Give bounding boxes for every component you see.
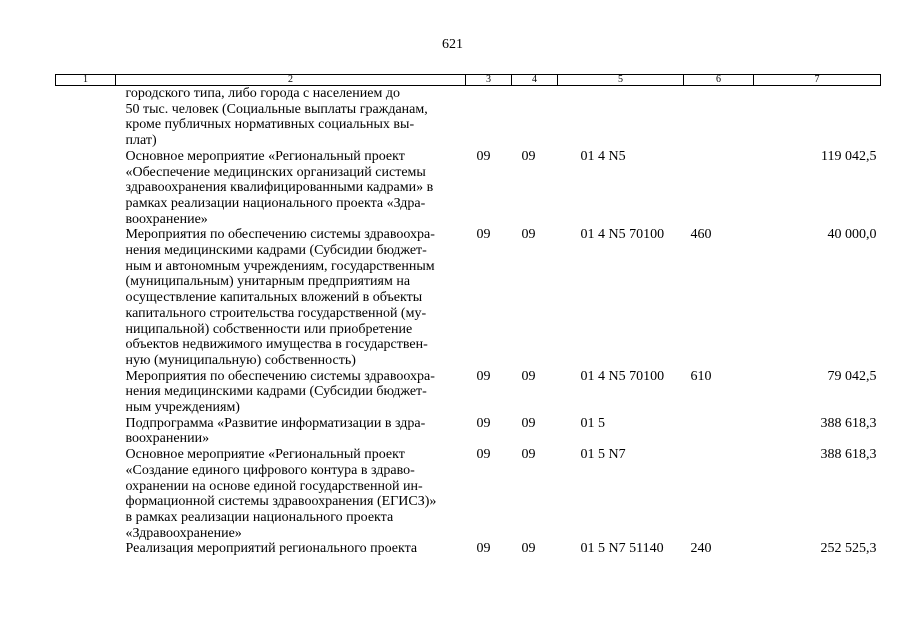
cell-section: 09 — [476, 541, 491, 557]
description-line: (муниципальным) унитарным предприятиям на — [125, 274, 411, 290]
cell-description — [116, 369, 466, 416]
description-line: городского типа, либо города с населением до — [125, 86, 400, 101]
cell-number — [56, 541, 116, 557]
column-header: 1 — [56, 75, 116, 86]
cell-expense-type: 460 — [690, 227, 712, 243]
description-line: ным учреждениям) — [125, 400, 240, 416]
cell-amount: 119 042,5 — [821, 148, 877, 164]
table-row — [56, 227, 881, 368]
description-line: ниципальной) собственности или приобретение — [125, 321, 413, 337]
cell-description — [116, 416, 466, 447]
table-row — [56, 369, 881, 416]
cell-section: 09 — [476, 415, 491, 431]
cell-expense-type — [684, 447, 754, 541]
cell-description — [116, 447, 466, 541]
cell-section: 09 — [476, 368, 491, 384]
cell-amount: 388 618,3 — [820, 415, 877, 431]
description-line: Мероприятия по обеспечению системы здравоохра- — [125, 227, 435, 243]
cell-number — [56, 149, 116, 228]
cell-expense-type — [684, 416, 754, 447]
description-line: в рамках реализации национального проекта — [125, 509, 394, 525]
column-header: 2 — [116, 75, 466, 86]
description-line: ную (муниципальную) собственность) — [125, 352, 356, 368]
description-line: кроме публичных нормативных социальных вы- — [125, 117, 415, 133]
cell-target-article: 01 4 N5 70100 — [580, 368, 665, 384]
cell-number — [56, 86, 116, 149]
cell-target-article: 01 4 N5 70100 — [580, 227, 665, 243]
column-header: 5 — [558, 75, 684, 86]
description-line: Мероприятия по обеспечению системы здравоохра- — [125, 368, 435, 384]
column-header: 7 — [754, 75, 881, 86]
cell-number — [56, 369, 116, 416]
cell-expense-type: 240 — [690, 541, 712, 557]
table-row — [56, 149, 881, 228]
cell-description — [116, 149, 466, 228]
description-line: воохранение» — [125, 211, 208, 227]
description-line: воохранении» — [125, 431, 210, 447]
table-row — [56, 541, 881, 557]
column-header: 4 — [512, 75, 558, 86]
cell-amount: 388 618,3 — [820, 447, 877, 463]
cell-amount: 40 000,0 — [827, 227, 877, 243]
description-line: Основное мероприятие «Региональный проект — [125, 148, 405, 164]
cell-amount: 252 525,3 — [820, 541, 877, 557]
page-number: 621 — [442, 37, 463, 52]
cell-subsection: 09 — [521, 447, 536, 463]
cell-number — [56, 416, 116, 447]
description-line: рамках реализации национального проекта «Здра- — [125, 195, 426, 211]
cell-target-article: 01 5 N7 — [580, 447, 626, 463]
column-header: 6 — [684, 75, 754, 86]
table-row — [56, 447, 881, 541]
description-line: Реализация мероприятий регионального проекта — [125, 541, 418, 557]
cell-subsection: 09 — [521, 148, 536, 164]
description-line: осуществление капитальных вложений в объекты — [125, 290, 423, 306]
description-line: «Создание единого цифрового контура в здраво- — [125, 462, 415, 478]
cell-expense-type — [684, 86, 754, 149]
cell-number — [56, 447, 116, 541]
description-line: здравоохранения квалифицированными кадрами» в — [125, 180, 434, 196]
description-line: Подпрограмма «Развитие информатизации в здра- — [125, 415, 426, 431]
cell-description — [116, 541, 466, 557]
cell-section: 09 — [476, 148, 491, 164]
cell-subsection: 09 — [521, 415, 536, 431]
cell-target-article: 01 5 N7 51140 — [580, 541, 664, 557]
cell-amount — [754, 86, 881, 149]
cell-description — [116, 227, 466, 368]
description-line: объектов недвижимого имущества в государствен- — [125, 337, 428, 353]
cell-section: 09 — [476, 447, 491, 463]
cell-amount: 79 042,5 — [827, 368, 877, 384]
table-row — [56, 86, 881, 149]
cell-target-article: 01 4 N5 — [580, 148, 626, 164]
cell-target-article — [558, 86, 684, 149]
description-line: Основное мероприятие «Региональный проект — [125, 447, 405, 463]
column-number-header — [56, 75, 881, 86]
description-line: «Обеспечение медицинских организаций системы — [125, 164, 426, 180]
description-line: охранении на основе единой государственной ин- — [125, 478, 423, 494]
cell-target-article: 01 5 — [580, 415, 605, 431]
description-line: нения медицинскими кадрами (Субсидии бюджет- — [125, 384, 427, 400]
cell-subsection: 09 — [521, 541, 536, 557]
column-header: 3 — [466, 75, 512, 86]
description-line: формационной системы здравоохранения (ЕГИСЗ)» — [125, 494, 437, 510]
cell-subsection: 09 — [521, 368, 536, 384]
cell-section: 09 — [476, 227, 491, 243]
cell-subsection — [512, 86, 558, 149]
description-line: нения медицинскими кадрами (Субсидии бюджет- — [125, 243, 427, 259]
cell-expense-type: 610 — [690, 368, 712, 384]
description-line: плат) — [125, 133, 157, 149]
cell-description — [116, 86, 466, 149]
description-line: «Здравоохранение» — [125, 525, 242, 541]
cell-expense-type — [684, 149, 754, 228]
description-line: ным и автономным учреждениям, государственным — [125, 258, 435, 274]
cell-section — [466, 86, 512, 149]
cell-number — [56, 227, 116, 368]
description-line: капитального строительства государственной (му- — [125, 305, 427, 321]
table-row — [56, 416, 881, 447]
description-line: 50 тыс. человек (Социальные выплаты гражданам, — [125, 101, 428, 117]
table-body — [56, 86, 881, 558]
budget-table — [55, 74, 881, 557]
cell-subsection: 09 — [521, 227, 536, 243]
